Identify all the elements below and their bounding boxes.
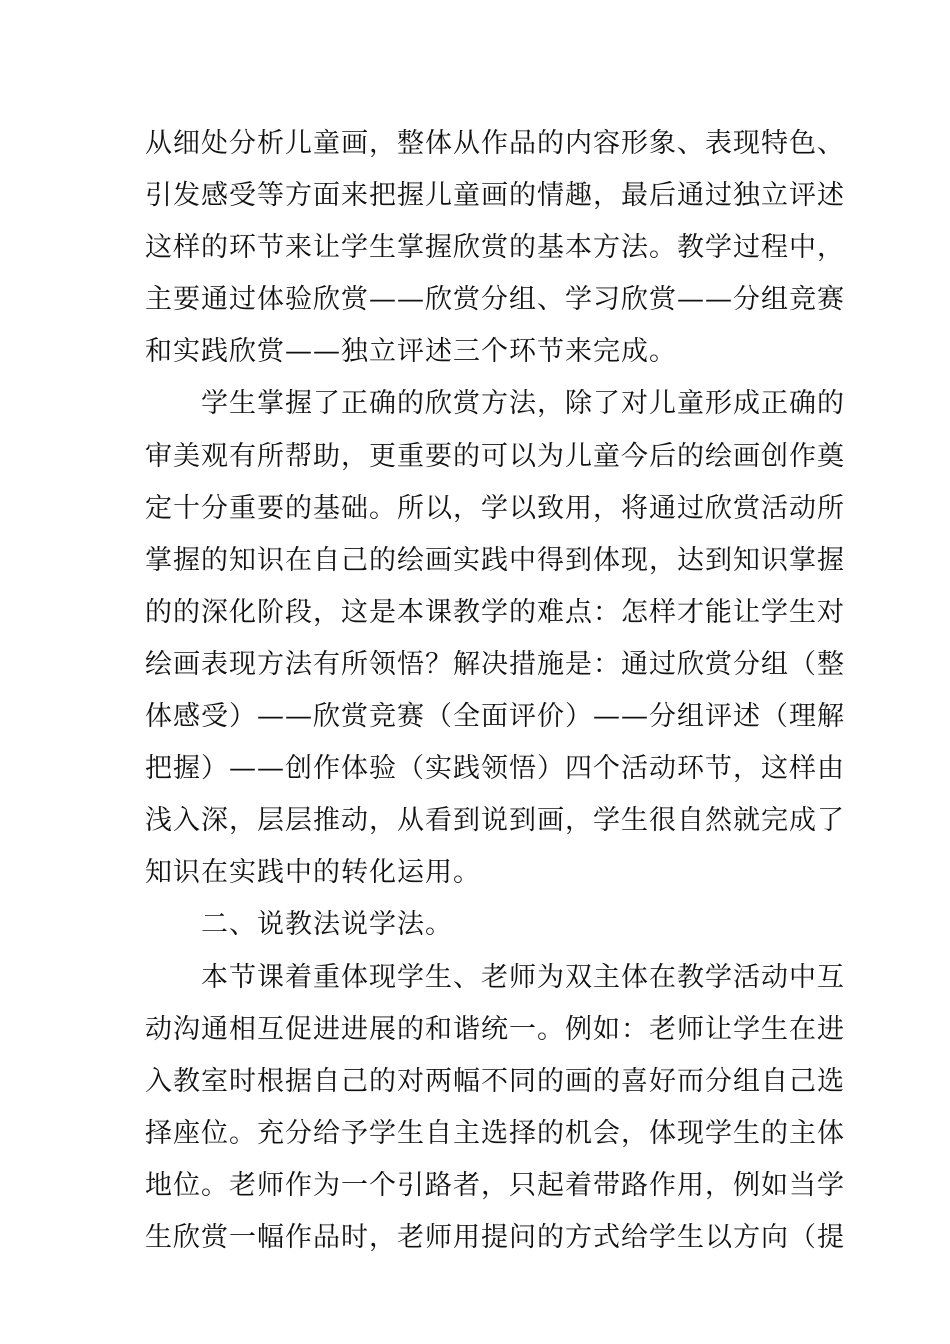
text-line-11: 绘画表现方法有所领悟？解决措施是：通过欣赏分组（整 (145, 648, 845, 680)
text-line-7: 审美观有所帮助，更重要的可以为儿童今后的绘画创作奠 (145, 440, 845, 472)
text-line-10: 的的深化阶段，这是本课教学的难点：怎样才能让学生对 (145, 596, 845, 628)
text-line-4: 主要通过体验欣赏——欣赏分组、学习欣赏——分组竞赛 (145, 284, 845, 316)
text-line-12: 体感受）——欣赏竞赛（全面评价）——分组评述（理解 (145, 701, 845, 733)
text-line-19: 入教室时根据自己的对两幅不同的画的喜好而分组自己选 (145, 1065, 845, 1097)
text-line-9: 掌握的知识在自己的绘画实践中得到体现，达到知识掌握 (145, 544, 845, 576)
text-line-17: 本节课着重体现学生、老师为双主体在教学活动中互 (201, 961, 845, 993)
text-line-2: 引发感受等方面来把握儿童画的情趣，最后通过独立评述 (145, 180, 845, 212)
text-line-20: 择座位。充分给予学生自主选择的机会，体现学生的主体 (145, 1117, 845, 1149)
text-line-5: 和实践欣赏——独立评述三个环节来完成。 (145, 336, 677, 368)
text-line-18: 动沟通相互促进进展的和谐统一。例如：老师让学生在进 (145, 1013, 845, 1045)
text-line-22: 生欣赏一幅作品时，老师用提问的方式给学生以方向（提 (145, 1221, 845, 1253)
text-line-3: 这样的环节来让学生掌握欣赏的基本方法。教学过程中， (145, 232, 845, 264)
section-heading: 二、说教法说学法。 (201, 909, 453, 941)
text-line-13: 把握）——创作体验（实践领悟）四个活动环节，这样由 (145, 753, 845, 785)
text-line-21: 地位。老师作为一个引路者，只起着带路作用，例如当学 (145, 1169, 845, 1201)
text-line-1: 从细处分析儿童画，整体从作品的内容形象、表现特色、 (145, 128, 845, 159)
text-line-14: 浅入深，层层推动，从看到说到画，学生很自然就完成了 (145, 805, 845, 837)
text-line-6: 学生掌握了正确的欣赏方法，除了对儿童形成正确的 (201, 388, 845, 420)
text-line-8: 定十分重要的基础。所以，学以致用，将通过欣赏活动所 (145, 492, 845, 524)
text-line-15: 知识在实践中的转化运用。 (145, 857, 481, 889)
document-page (145, 118, 845, 1264)
